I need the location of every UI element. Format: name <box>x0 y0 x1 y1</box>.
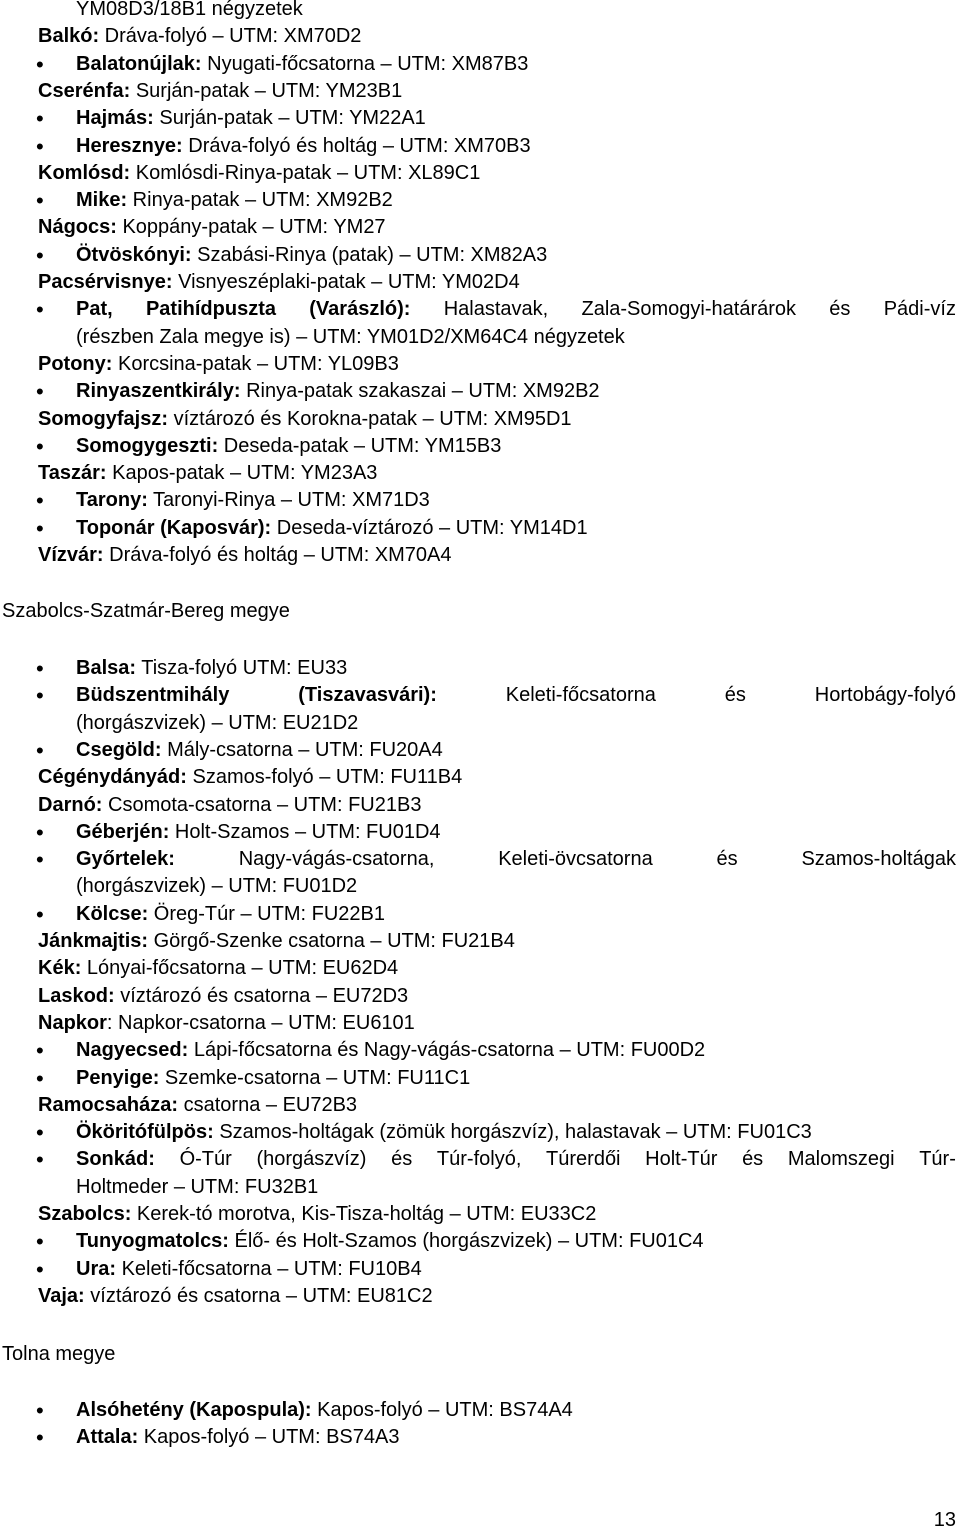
bullet-icon: • <box>36 1229 44 1255</box>
entry-details: Deseda-víztározó – UTM: YM14D1 <box>271 516 588 539</box>
list-item <box>0 1397 960 1424</box>
list-item <box>0 819 960 846</box>
list-item <box>0 1010 960 1037</box>
entry-details: Dráva-folyó és holtág – UTM: XM70B3 <box>182 134 531 157</box>
list-item <box>0 433 960 460</box>
bullet-icon: • <box>36 488 44 514</box>
entry-details: Szamos-folyó – UTM: FU11B4 <box>186 766 463 789</box>
entry-details: Deseda-patak – UTM: YM15B3 <box>218 434 502 457</box>
list-item <box>0 23 960 50</box>
place-name: Vaja: <box>38 1284 85 1307</box>
list-item <box>0 242 960 269</box>
text-part: Túr- <box>919 1148 956 1171</box>
entry-details: Keleti-főcsatorna – UTM: FU10B4 <box>116 1257 422 1280</box>
bullet-icon: • <box>36 737 44 763</box>
list-item <box>0 378 960 405</box>
entry-details: Szabási-Rinya (patak) – UTM: XM82A3 <box>191 243 548 266</box>
entry-details: Rinya-patak szakaszai – UTM: XM92B2 <box>240 380 600 403</box>
bullet-icon: • <box>36 901 44 927</box>
bullet-icon: • <box>36 133 44 159</box>
list-item <box>0 324 960 351</box>
place-name: Tarony: <box>76 489 148 512</box>
list-item <box>0 737 960 764</box>
text-part: Pádi-víz <box>883 298 956 321</box>
place-name: Darnó: <box>38 793 103 816</box>
text-part: és <box>829 298 851 321</box>
bullet-icon: • <box>36 656 44 681</box>
entry-details: Szemke-csatorna – UTM: FU11C1 <box>159 1066 471 1089</box>
entry-details: Kapos-folyó – UTM: BS74A4 <box>311 1399 573 1421</box>
place-name: Nagyecsed: <box>76 1039 189 1062</box>
text-part: Túr-folyó, <box>436 1148 522 1171</box>
place-name: Penyige: <box>76 1066 160 1089</box>
bullet-icon: • <box>36 242 44 268</box>
list-item <box>0 542 960 569</box>
list-item <box>0 0 960 23</box>
entry-details: Kerek-tó morotva, Kis-Tisza-holtág – UTM: EU33C2 <box>131 1203 597 1225</box>
place-name: Kölcse: <box>76 902 149 925</box>
bullet-icon: • <box>36 51 44 77</box>
list-item <box>0 792 960 819</box>
entry-details: Holtmeder – UTM: FU32B1 <box>76 1175 319 1198</box>
list-item <box>0 269 960 296</box>
list-item <box>0 873 960 900</box>
entry-details: Kapos-patak – UTM: YM23A3 <box>106 462 378 485</box>
list-item <box>0 133 960 160</box>
place-name: Ura: <box>76 1257 117 1280</box>
text-part: (Varászló): <box>309 298 411 321</box>
list-item <box>0 1174 960 1201</box>
bullet-icon: • <box>36 1120 44 1146</box>
bullet-icon: • <box>36 819 44 845</box>
section-heading: Tolna megye <box>2 1343 116 1365</box>
place-name: Nágocs: <box>38 216 117 239</box>
bullet-icon: • <box>36 1038 44 1064</box>
bullet-icon: • <box>36 847 44 873</box>
bullet-icon: • <box>36 1398 44 1423</box>
text-part: Halastavak, <box>443 298 549 321</box>
bullet-icon: • <box>36 188 44 214</box>
place-name: Ramocsaháza: <box>38 1093 179 1116</box>
bullet-icon: • <box>36 515 44 541</box>
place-name: Jánkmajtis: <box>38 930 149 952</box>
entry-details: Csomota-csatorna – UTM: FU21B3 <box>102 793 422 816</box>
place-name: Géberjén: <box>76 820 170 843</box>
entry-details: Surján-patak – UTM: YM23B1 <box>130 79 403 102</box>
place-name: Vízvár: <box>38 544 104 566</box>
entry-details: Surján-patak – UTM: YM22A1 <box>153 107 426 130</box>
place-name: Somogygeszti: <box>76 434 219 457</box>
entry-details: Mály-csatorna – UTM: FU20A4 <box>161 738 443 761</box>
list-item <box>0 1228 960 1255</box>
entry-details: Visnyeszéplaki-patak – UTM: YM02D4 <box>172 271 520 293</box>
entry-details: YM08D3/18B1 négyzetek <box>76 0 303 20</box>
list-item <box>0 682 960 709</box>
place-name: Mike: <box>76 189 128 212</box>
list-item <box>0 406 960 433</box>
entry-details: Lápi-főcsatorna és Nagy-vágás-csatorna – UTM: FU00D2 <box>188 1039 706 1062</box>
text-part: Hortobágy-folyó <box>814 684 956 707</box>
text-part: (Tiszavasvári): <box>298 684 437 707</box>
place-name: Heresznye: <box>76 134 183 157</box>
text-part: Keleti-főcsatorna <box>505 684 656 707</box>
bullet-icon: • <box>36 297 44 323</box>
text-part: Pat, <box>76 298 113 321</box>
list-item <box>0 296 960 323</box>
list-item <box>0 846 960 873</box>
list-item <box>0 928 960 955</box>
place-name: Kék: <box>38 957 82 980</box>
entry-details: Görgő-Szenke csatorna – UTM: FU21B4 <box>148 930 515 952</box>
place-name: Balatonújlak: <box>76 52 202 75</box>
place-name: Napkor <box>38 1011 107 1034</box>
entry-details: Korcsina-patak – UTM: YL09B3 <box>112 352 399 375</box>
text-part: Túrerdői <box>546 1148 621 1171</box>
place-name: Balsa: <box>76 657 137 679</box>
place-name: Toponár (Kaposvár): <box>76 516 272 539</box>
entry-details: Rinya-patak – UTM: XM92B2 <box>127 189 393 212</box>
list-item <box>0 1146 960 1173</box>
place-name: Cégénydányád: <box>38 766 187 789</box>
text-part: és <box>724 684 746 707</box>
entry-details: Öreg-Túr – UTM: FU22B1 <box>148 902 385 925</box>
list-item <box>0 51 960 78</box>
text-part: Nagy-vágás-csatorna, <box>238 848 435 871</box>
bullet-icon: • <box>36 1147 44 1173</box>
entry-details: Nyugati-főcsatorna – UTM: XM87B3 <box>201 52 529 75</box>
bullet-icon: • <box>36 433 44 459</box>
place-name: Attala: <box>76 1426 139 1449</box>
place-name: Hajmás: <box>76 107 154 130</box>
bullet-icon: • <box>36 1256 44 1282</box>
entry-details: Koppány-patak – UTM: YM27 <box>116 216 386 239</box>
text-part: és <box>716 848 738 871</box>
entry-details: víztározó és Korokna-patak – UTM: XM95D1 <box>168 407 572 430</box>
entry-details: (részben Zala megye is) – UTM: YM01D2/XM64C4 négyzetek <box>76 325 625 348</box>
place-name: Cserénfa: <box>38 79 131 102</box>
list-item <box>0 1092 960 1119</box>
text-part: és <box>742 1148 764 1171</box>
text-part: Szamos-holtágak <box>801 848 956 871</box>
place-name: Rinyaszentkirály: <box>76 380 241 403</box>
place-name: Győrtelek: <box>76 848 175 871</box>
list-item <box>0 1037 960 1064</box>
text-part: Malomszegi <box>787 1148 895 1171</box>
list-item <box>0 1119 960 1146</box>
page-number: 13 <box>933 1509 956 1531</box>
list-item <box>0 1424 960 1451</box>
text-part: Keleti-övcsatorna <box>498 848 653 871</box>
bullet-icon: • <box>36 1425 44 1451</box>
place-name: Laskod: <box>38 984 115 1007</box>
place-name: Ötvöskónyi: <box>76 243 192 266</box>
entry-details: (horgászvizek) – UTM: FU01D2 <box>76 875 358 898</box>
place-name: Tunyogmatolcs: <box>76 1230 229 1253</box>
entry-details: Szamos-holtágak (zömük horgászvíz), halastavak – UTM: FU01C3 <box>213 1121 812 1144</box>
place-name: Szabolcs: <box>38 1203 132 1225</box>
entry-details: Lónyai-főcsatorna – UTM: EU62D4 <box>81 957 399 980</box>
bullet-icon: • <box>36 106 44 132</box>
list-item <box>0 351 960 378</box>
list-item <box>0 1256 960 1283</box>
place-name: Büdszentmihály <box>76 684 230 707</box>
entry-details: Élő- és Holt-Szamos (horgászvizek) – UTM: FU01C4 <box>228 1230 704 1253</box>
place-name: Csegöld: <box>76 738 162 761</box>
place-name: Pacsérvisnye: <box>38 271 173 293</box>
entry-details: : Napkor-csatorna – UTM: EU6101 <box>106 1011 415 1034</box>
list-item <box>0 764 960 791</box>
place-name: Balkó: <box>38 25 100 48</box>
list-item <box>0 1065 960 1092</box>
entry-details: (horgászvizek) – UTM: EU21D2 <box>76 711 359 734</box>
place-name: Taszár: <box>38 462 107 485</box>
list-item <box>0 487 960 514</box>
entry-details: Tisza-folyó UTM: EU33 <box>136 657 348 679</box>
entry-details: Komlósdi-Rinya-patak – UTM: XL89C1 <box>130 161 481 184</box>
bullet-icon: • <box>36 683 44 709</box>
place-name: Komlósd: <box>38 161 131 184</box>
text-part: Holt-Túr <box>645 1148 718 1171</box>
entry-details: víztározó és csatorna – EU72D3 <box>114 984 409 1007</box>
entry-details: csatorna – EU72B3 <box>178 1093 358 1116</box>
place-name: Potony: <box>38 352 113 375</box>
entry-details: Holt-Szamos – UTM: FU01D4 <box>169 820 441 843</box>
entry-details: víztározó és csatorna – UTM: EU81C2 <box>84 1284 433 1307</box>
place-name: Ököritófülpös: <box>76 1121 214 1144</box>
list-item <box>0 460 960 487</box>
list-item <box>0 160 960 187</box>
list-item <box>0 1201 960 1228</box>
list-item <box>0 515 960 542</box>
list-item <box>0 955 960 982</box>
bullet-icon: • <box>36 379 44 405</box>
list-item <box>0 78 960 105</box>
list-item <box>0 105 960 132</box>
list-item <box>0 901 960 928</box>
list-item <box>0 655 960 682</box>
text-part: (horgászvíz) <box>256 1148 367 1171</box>
text-part: és <box>391 1148 413 1171</box>
text-part: Ó-Túr <box>179 1148 232 1171</box>
list-item <box>0 710 960 737</box>
place-name: Alsóhetény (Kapospula): <box>76 1399 312 1421</box>
entry-details: Kapos-folyó – UTM: BS74A3 <box>138 1426 400 1449</box>
entry-details: Dráva-folyó – UTM: XM70D2 <box>99 25 362 48</box>
entry-details: Taronyi-Rinya – UTM: XM71D3 <box>147 489 430 512</box>
place-name: Sonkád: <box>76 1148 155 1171</box>
place-name: Somogyfajsz: <box>38 407 169 430</box>
list-item <box>0 187 960 214</box>
list-item <box>0 1283 960 1310</box>
entry-details: Dráva-folyó és holtág – UTM: XM70A4 <box>103 544 452 566</box>
text-part: Patihídpuszta <box>145 298 276 321</box>
bullet-icon: • <box>36 1065 44 1091</box>
list-item <box>0 983 960 1010</box>
text-part: Zala-Somogyi-határárok <box>581 298 797 321</box>
list-item <box>0 214 960 241</box>
section-heading: Szabolcs-Szatmár-Bereg megye <box>2 600 290 622</box>
